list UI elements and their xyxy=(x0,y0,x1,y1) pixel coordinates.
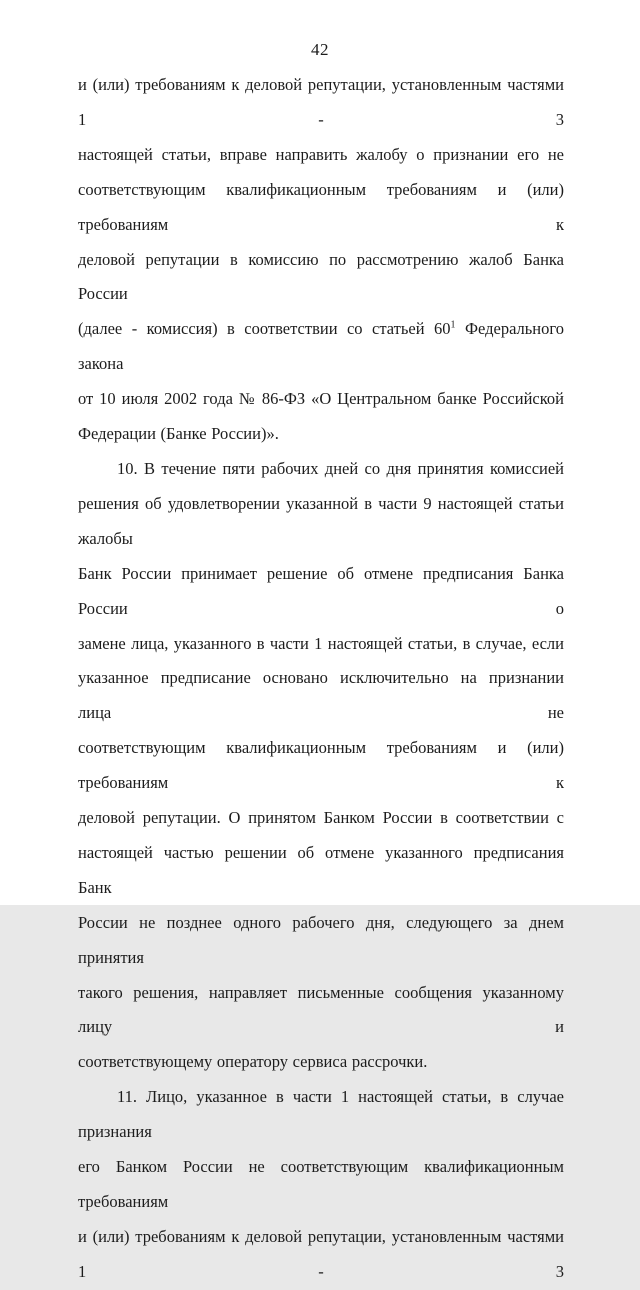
text-line xyxy=(78,417,564,452)
line-text: от 10 июля 2002 года № 86-ФЗ «О Центральном банке Российской xyxy=(78,389,564,409)
text-line xyxy=(78,661,564,731)
text-line xyxy=(78,906,564,976)
line-text: России не позднее одного рабочего дня, следующего за днем принятия xyxy=(78,912,564,967)
line-text: решения об удовлетворении указанной в части 9 настоящей статьи жалобы xyxy=(78,493,564,548)
text-line xyxy=(78,801,564,836)
line-text: деловой репутации в комиссию по рассмотрению жалоб Банка России xyxy=(78,249,564,304)
text-line xyxy=(78,382,564,417)
line-text: Федерации (Банке России)». xyxy=(78,424,279,444)
text-line xyxy=(78,243,564,313)
line-text: деловой репутации. О принятом Банком России в соответствии с xyxy=(78,808,564,828)
line-text: такого решения, направляет письменные сообщения указанному лицу и xyxy=(78,982,564,1037)
text-line xyxy=(78,452,564,487)
line-text: его Банком России не соответствующим квалификационным требованиям xyxy=(78,1157,564,1211)
line-text: Банк России принимает решение об отмене предписания Банка России о xyxy=(78,563,564,618)
line-text: соответствующему оператору сервиса рассрочки. xyxy=(78,1052,428,1072)
paragraph xyxy=(78,1080,564,1289)
line-text: соответствующим квалификационным требованиям и (или) требованиям к xyxy=(78,738,564,793)
document-body xyxy=(78,68,564,1290)
superscript-text: 1 xyxy=(450,319,456,331)
text-line xyxy=(78,173,564,243)
text-line xyxy=(78,1150,564,1220)
paragraph xyxy=(78,68,564,452)
text-line xyxy=(78,138,564,173)
line-text: 11. Лицо, указанное в части 1 настоящей статьи, в случае признания xyxy=(78,1087,564,1142)
text-line xyxy=(78,1220,564,1290)
text-line xyxy=(78,312,564,382)
line-text: и (или) требованиям к деловой репутации, установленным частями 1 - 3 xyxy=(78,75,564,129)
line-text: (далее - комиссия) в соответствии со статьей 60 xyxy=(78,319,451,339)
text-line xyxy=(78,1045,564,1080)
line-text: настоящей частью решении об отмене указанного предписания Банк xyxy=(78,842,564,897)
line-text: соответствующим квалификационным требованиям и (или) требованиям к xyxy=(78,179,564,234)
line-text: и (или) требованиям к деловой репутации, установленным частями 1 - 3 xyxy=(78,1226,564,1281)
line-text: настоящей статьи, вправе направить жалобу о признании его не xyxy=(78,144,564,164)
line-text: указанное предписание основано исключительно на признании лица не xyxy=(78,668,564,723)
text-line xyxy=(78,68,564,138)
text-line xyxy=(78,836,564,906)
line-text: 10. В течение пяти рабочих дней со дня принятия комиссией xyxy=(117,458,564,478)
text-line xyxy=(78,557,564,627)
text-line xyxy=(78,487,564,557)
page-number: 42 xyxy=(311,40,329,59)
text-line xyxy=(78,627,564,662)
text-line xyxy=(78,1080,564,1150)
line-text: Федерального закона xyxy=(78,319,564,374)
text-line xyxy=(78,731,564,801)
paragraph xyxy=(78,452,564,1080)
line-text: замене лица, указанного в части 1 настоящей статьи, в случае, если xyxy=(78,633,564,653)
text-line xyxy=(78,976,564,1046)
